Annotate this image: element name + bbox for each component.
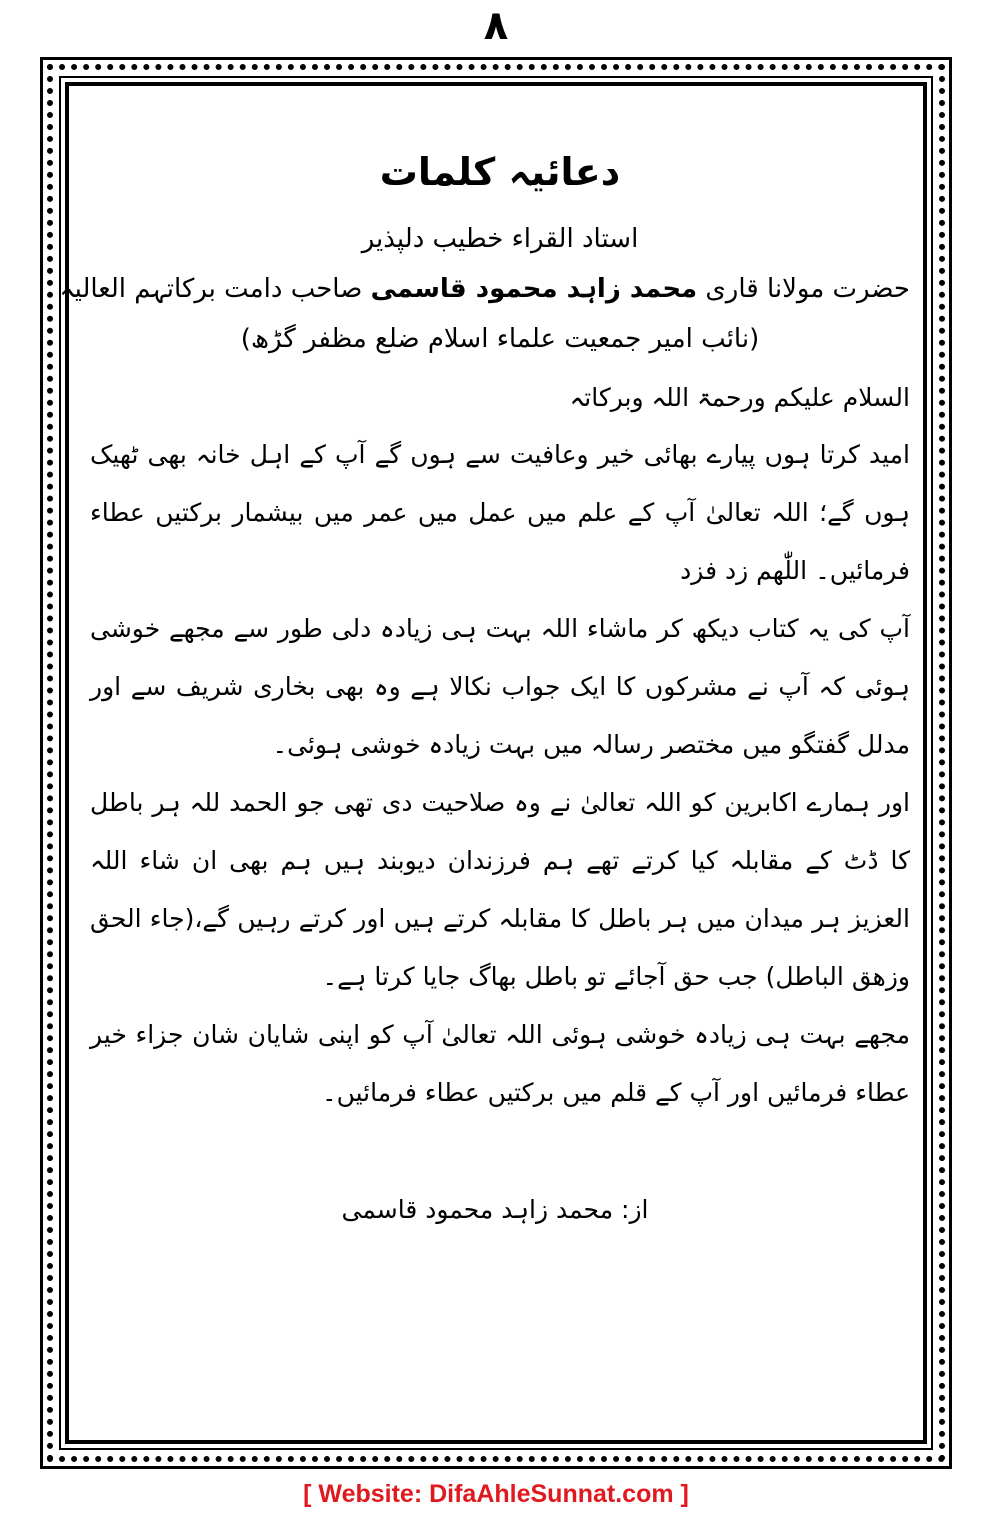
author-prefix: حضرت مولانا قاری xyxy=(705,274,910,304)
paragraph: مجھے بہت ہی زیادہ خوشی ہوئی اللہ تعالیٰ آپ کو اپنی شایان شان جزاء خیر عطاء فرمائیں اور آپ کے قلم میں برکتیں عطاء فرمائیں۔ xyxy=(90,1020,910,1107)
page-title: دعائیہ کلمات xyxy=(379,150,621,194)
paragraph: آپ کی یہ کتاب دیکھ کر ماشاء اللہ بہت ہی زیادہ دلی طور سے مجھے خوشی ہوئی کہ آپ نے مشرکوں کا ایک جواب نکالا ہے وہ بھی بخاری شریف سے اور مدلل گفتگو میں مختصر رسالہ میں بہت زیادہ خوشی ہوئی۔ xyxy=(90,614,910,759)
paragraph: امید کرتا ہوں پیارے بھائی خیر وعافیت سے ہوں گے آپ کے اہل خانہ بھی ٹھیک ہوں گے؛ اللہ تعالیٰ آپ کے علم میں عمل میں عمر میں بیشمار برکتیں عطاء فرمائیں۔ اللّٰھم زد فزد xyxy=(90,440,910,585)
author-name-line xyxy=(59,264,910,314)
page-number: ۸ xyxy=(483,3,509,49)
greeting: السلام علیکم ورحمۃ اللہ وبرکاتہ xyxy=(569,383,910,412)
signature: از: محمد زاہد محمود قاسمی xyxy=(341,1195,649,1224)
author-suffix: صاحب دامت برکاتہم العالیہ xyxy=(59,274,363,304)
author-designation: (نائب امیر جمعیت علماء اسلام ضلع مظفر گڑھ) xyxy=(240,324,760,354)
author-name: محمد زاہد محمود قاسمی xyxy=(370,274,698,304)
paragraph: اور ہمارے اکابرین کو اللہ تعالیٰ نے وہ صلاحیت دی تھی جو الحمد للہ ہر باطل کا ڈٹ کے مقابلہ کیا کرتے تھے ہم فرزندان دیوبند ہیں ہم بھی ان شاء اللہ العزیز ہر میدان میں ہر باطل کا مقابلہ کرتے ہیں اور کرتے رہیں گے،(جاء الحق وزھق الباطل) جب حق آجائے تو باطل بھاگ جایا کرتا ہے۔ xyxy=(90,788,910,991)
page-content xyxy=(59,110,910,1238)
honorific-line: استاد القراء خطیب دلپذیر xyxy=(361,224,639,254)
website-link[interactable]: [ Website: DifaAhleSunnat.com ] xyxy=(303,1480,689,1508)
